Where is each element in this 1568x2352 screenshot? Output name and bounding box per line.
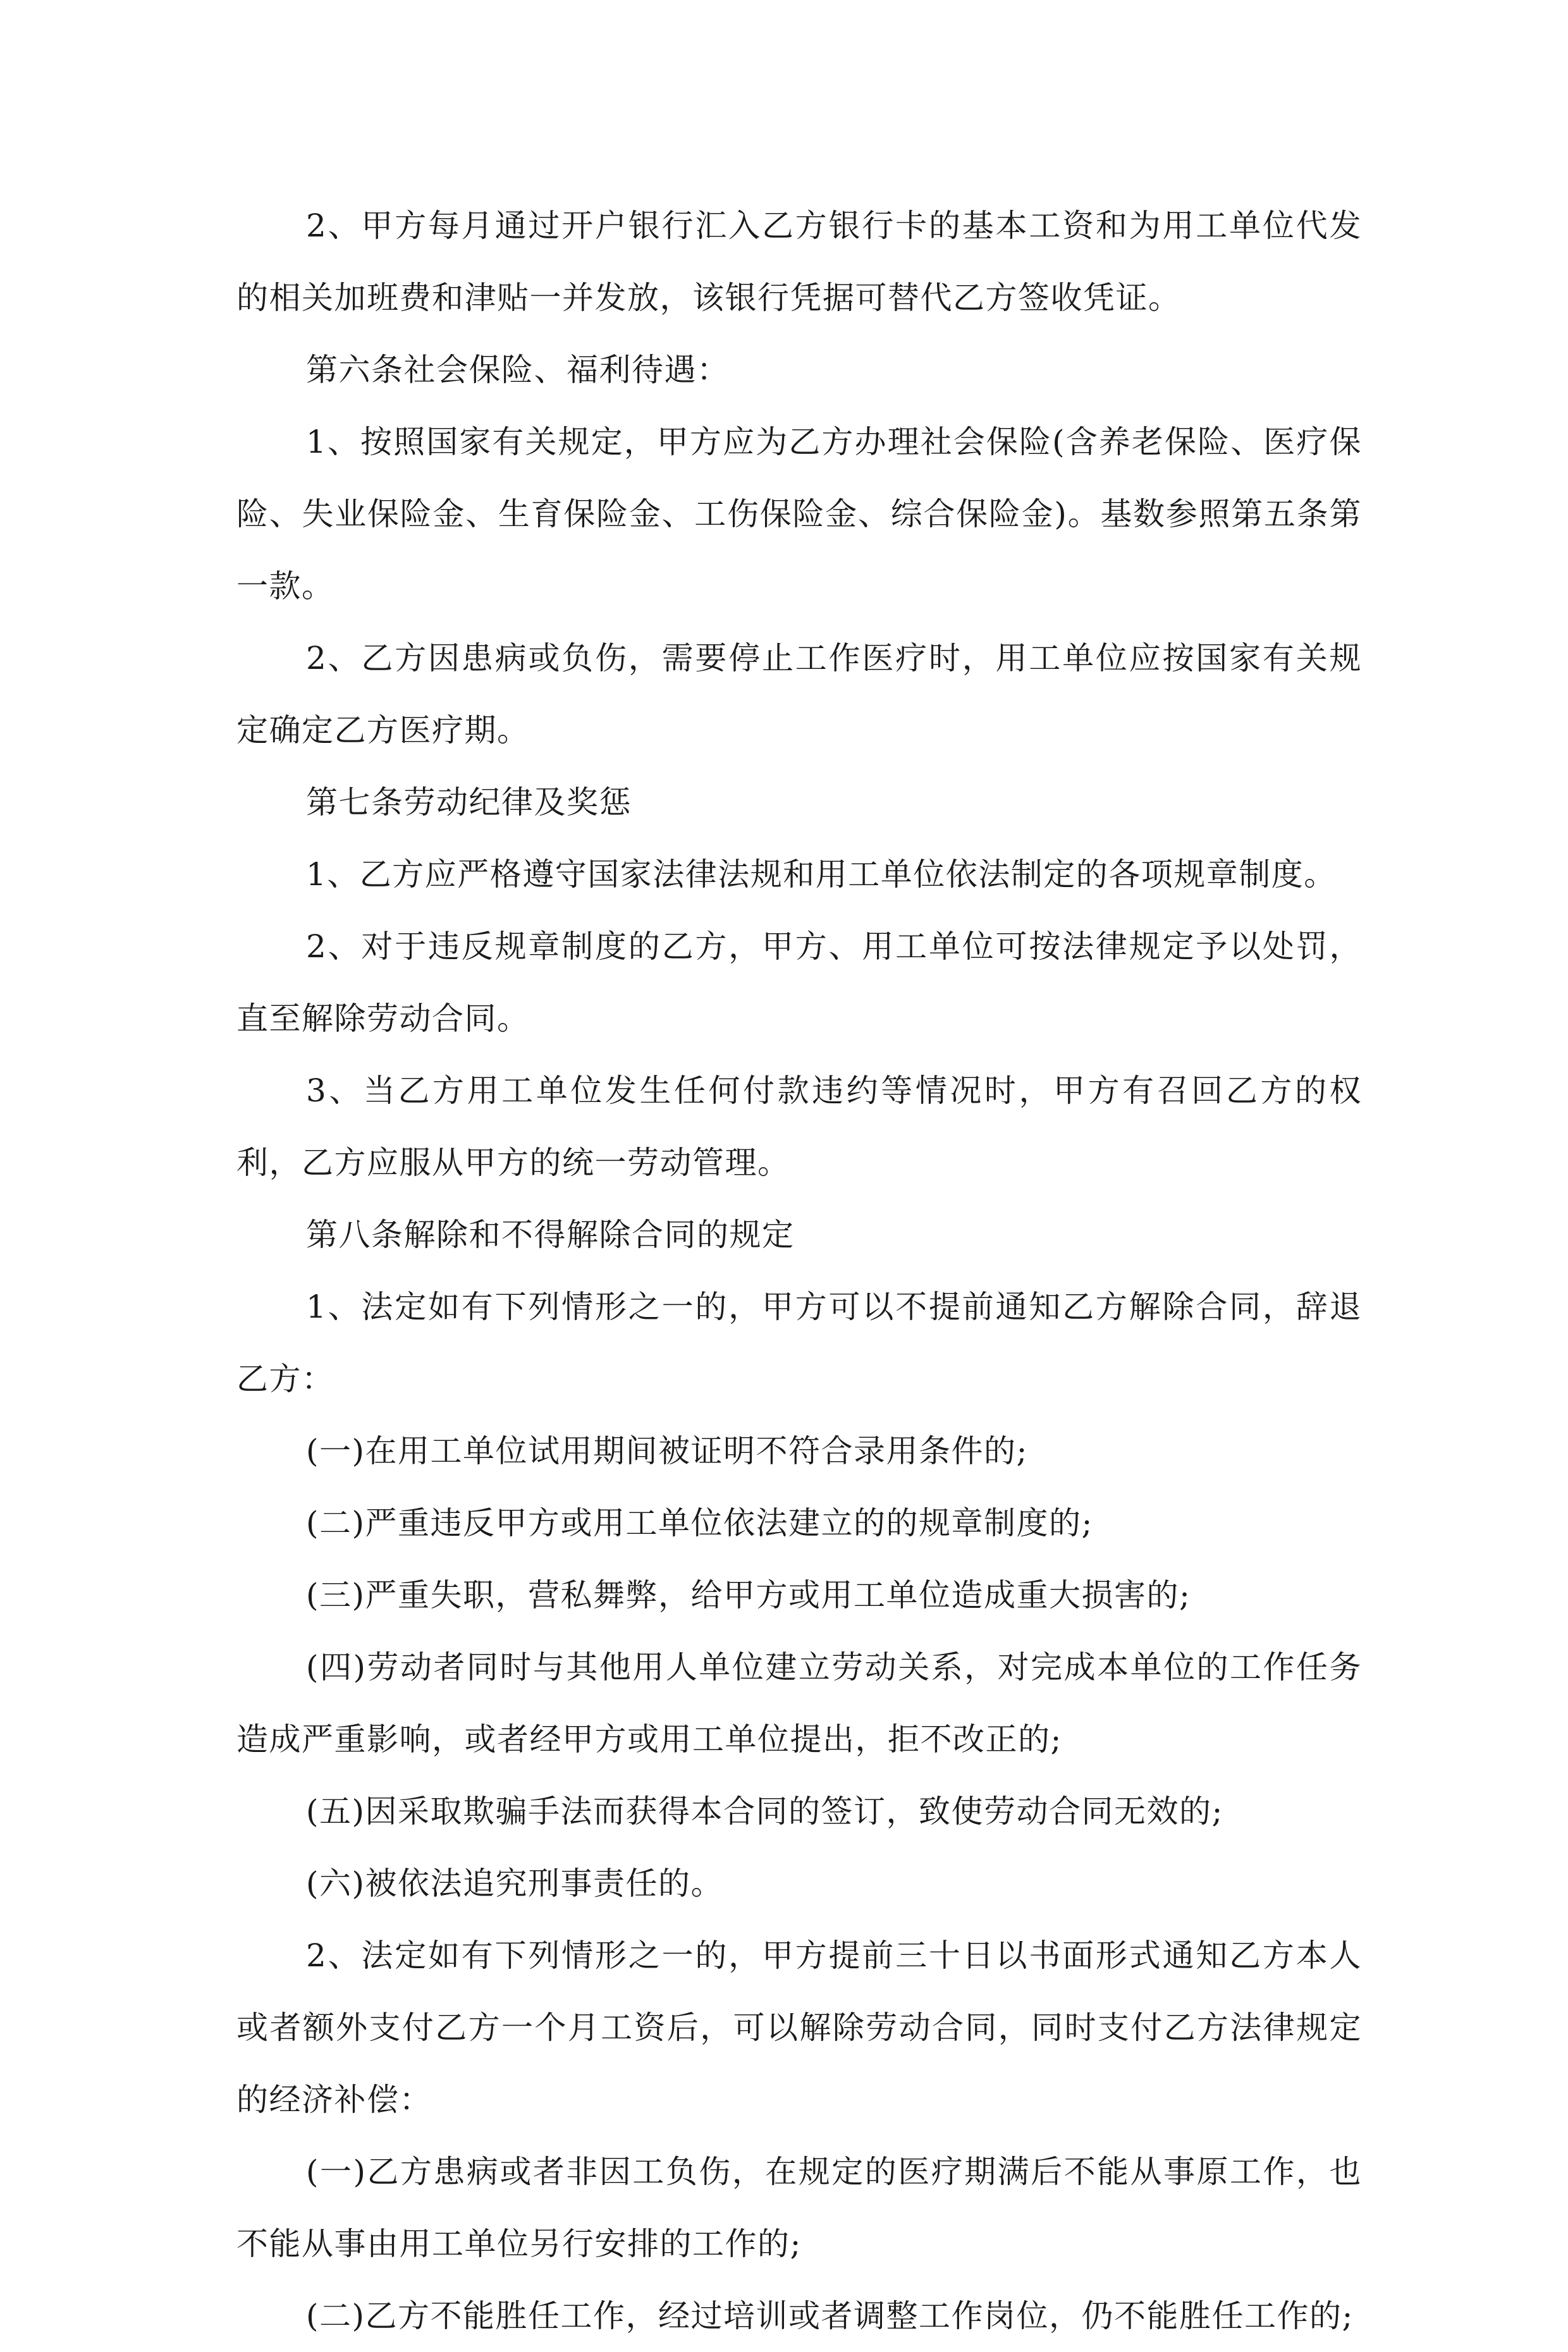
paragraph-discipline-1: 1、乙方应严格遵守国家法律法规和用工单位依法制定的各项规章制度。	[306, 856, 1337, 893]
list-item: (一)乙方患病或者非因工负伤，在规定的医疗期满后不能从事原工作，也不能从事由用工单位另行安排的工作的;	[236, 2153, 1362, 2262]
list-item: (三)严重失职，营私舞弊，给甲方或用工单位造成重大损害的;	[306, 1577, 1191, 1614]
paragraph-wage-payment: 2、甲方每月通过开户银行汇入乙方银行卡的基本工资和为用工单位代发的相关加班费和津贴一并发放，该银行凭据可替代乙方签收凭证。	[236, 207, 1362, 316]
list-item: (五)因采取欺骗手法而获得本合同的签订，致使劳动合同无效的;	[306, 1793, 1223, 1830]
paragraph-social-insurance: 1、按照国家有关规定，甲方应为乙方办理社会保险(含养老保险、医疗保险、失业保险金、生育保险金、工伤保险金、综合保险金)。基数参照第五条第一款。	[236, 424, 1362, 604]
document-body	[236, 190, 1362, 2352]
paragraph-medical-period: 2、乙方因患病或负伤，需要停止工作医疗时，用工单位应按国家有关规定确定乙方医疗期。	[236, 640, 1362, 749]
list-item: (二)乙方不能胜任工作，经过培训或者调整工作岗位，仍不能胜任工作的;	[306, 2298, 1354, 2334]
paragraph-discipline-2: 2、对于违反规章制度的乙方，甲方、用工单位可按法律规定予以处罚，直至解除劳动合同。	[236, 928, 1362, 1037]
paragraph-discipline-3: 3、当乙方用工单位发生任何付款违约等情况时，甲方有召回乙方的权利，乙方应服从甲方的统一劳动管理。	[236, 1072, 1362, 1181]
list-item: (二)严重违反甲方或用工单位依法建立的的规章制度的;	[306, 1505, 1093, 1541]
paragraph-termination-1: 1、法定如有下列情形之一的，甲方可以不提前通知乙方解除合同，辞退乙方：	[236, 1289, 1362, 1397]
heading-article-6: 第六条社会保险、福利待遇：	[306, 352, 730, 388]
list-item: (六)被依法追究刑事责任的。	[306, 1865, 724, 1902]
heading-article-8: 第八条解除和不得解除合同的规定	[306, 1216, 795, 1253]
heading-article-7: 第七条劳动纪律及奖惩	[306, 784, 632, 821]
list-item: (四)劳动者同时与其他用人单位建立劳动关系，对完成本单位的工作任务造成严重影响，或者经甲方或用工单位提出，拒不改正的;	[236, 1649, 1362, 1758]
paragraph-termination-2: 2、法定如有下列情形之一的，甲方提前三十日以书面形式通知乙方本人或者额外支付乙方一个月工资后，可以解除劳动合同，同时支付乙方法律规定的经济补偿：	[236, 1937, 1362, 2118]
list-item: (一)在用工单位试用期间被证明不符合录用条件的;	[306, 1433, 1028, 1469]
